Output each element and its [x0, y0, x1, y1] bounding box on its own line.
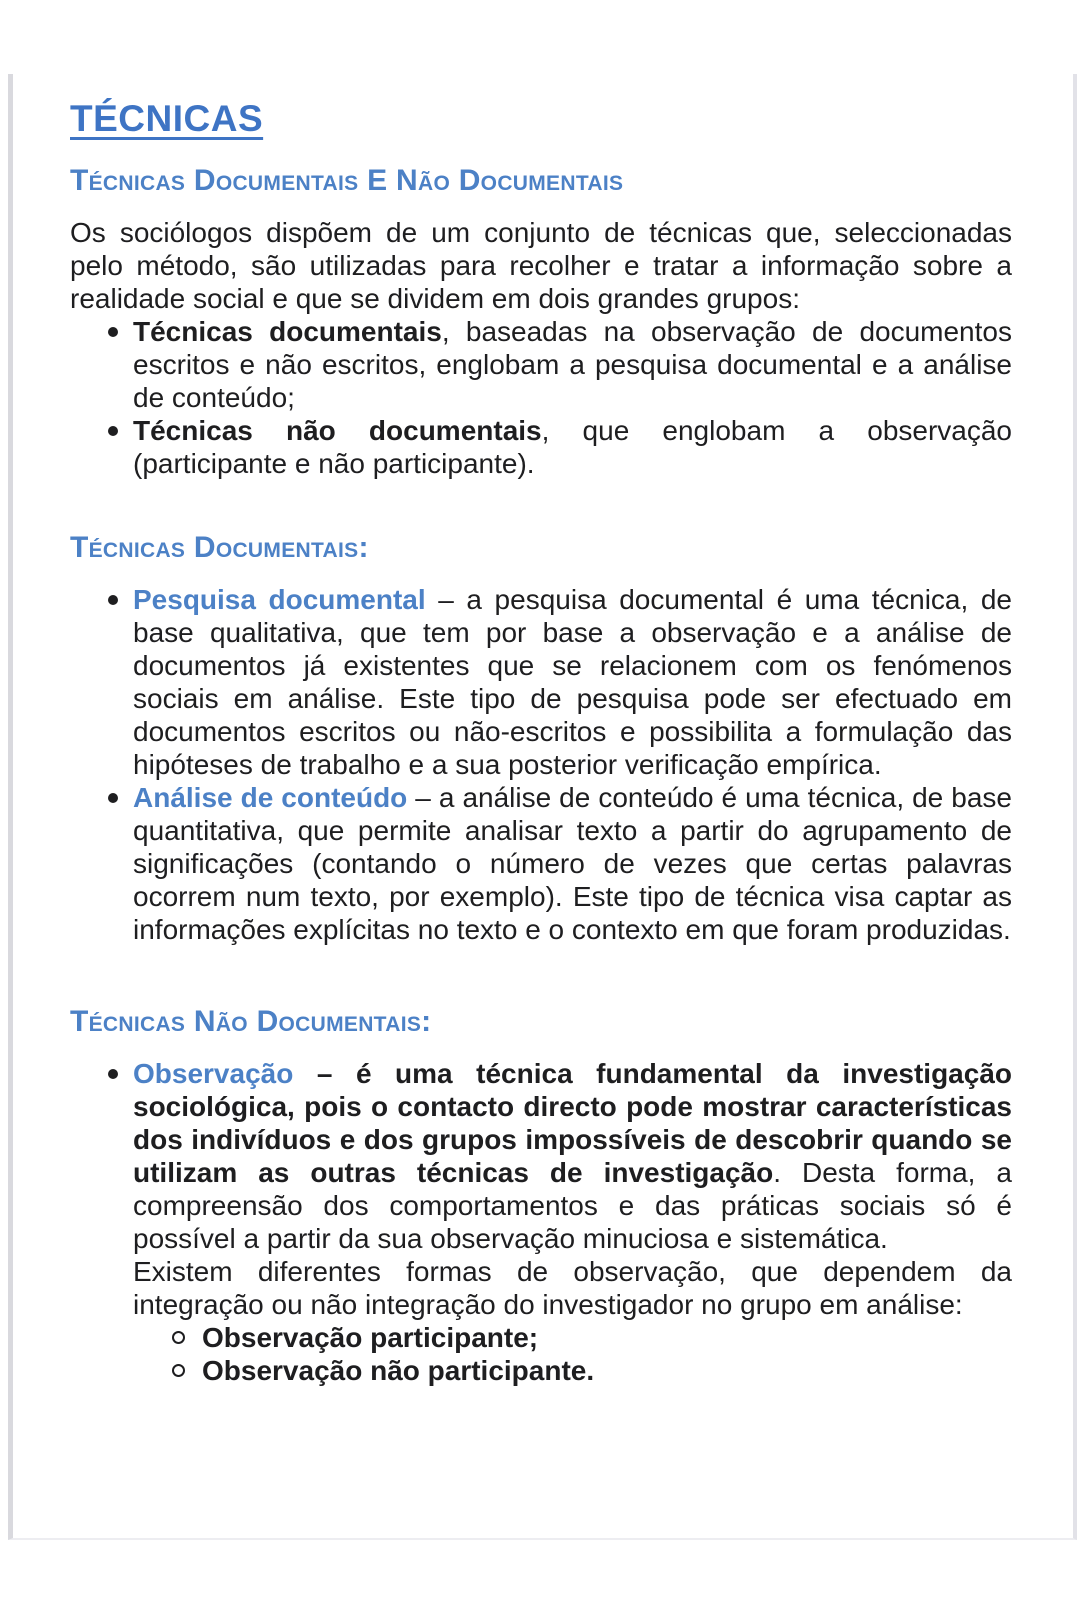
bullet-text: , que englobam a observação (participante e não participante).	[133, 415, 1013, 479]
bullet-bold-text: – é uma técnica fundamental da investigação sociológica, pois o contacto directo pode mostrar características dos indivíduos e dos grupos impossíveis de descobrir quando se utilizam as outras técnicas de investigação	[133, 1058, 1012, 1188]
sub-list-item: Observação participante;	[133, 1321, 1012, 1354]
bullet-term: Pesquisa documental	[133, 584, 426, 615]
section-tecnicas-documentais	[70, 530, 1012, 946]
list-item	[70, 583, 1012, 781]
section-heading: Técnicas Documentais:	[70, 531, 369, 564]
bullet-text: – a pesquisa documental é uma técnica, de base qualitativa, que tem por base a observação e a análise de documentos já existentes que se relacionem com os fenómenos sociais em análise. Este tipo de pesquisa pode ser efectuado em documentos escritos ou não-escritos e possibilita a formulação das hipóteses de trabalho e a sua posterior verificação empírica.	[133, 584, 1012, 780]
section-tecnicas-nao-documentais	[70, 1004, 1012, 1387]
section-documentais-e-nao-documentais	[70, 163, 1012, 480]
nao-documentais-bullet-list	[70, 1057, 1012, 1387]
bullet-text: , baseadas na observação de documentos escritos e não escritos, englobam a pesquisa documental e a análise de conteúdo;	[133, 316, 1012, 413]
list-item	[70, 781, 1012, 946]
documentais-bullet-list	[70, 583, 1012, 946]
document-page	[8, 74, 1077, 1540]
intro-paragraph: Os sociólogos dispõem de um conjunto de técnicas que, seleccionadas pelo método, são utilizadas para recolher e tratar a informação sobre a realidade social e que se dividem em dois grandes grupos:	[70, 217, 1012, 314]
observacao-paragraph: Existem diferentes formas de observação, que dependem da integração ou não integração do investigador no grupo em análise:	[133, 1256, 1012, 1320]
sub-list-item: Observação não participante.	[133, 1354, 1012, 1387]
page-title: TÉCNICAS	[70, 98, 264, 139]
bullet-term: Técnicas não documentais	[133, 415, 542, 446]
intro-bullet-list	[70, 315, 1012, 480]
bullet-term: Observação	[133, 1058, 294, 1089]
list-item	[70, 315, 1012, 414]
observacao-sub-list	[133, 1321, 1012, 1387]
bullet-term: Técnicas documentais	[133, 316, 442, 347]
section-heading: Técnicas Não Documentais:	[70, 1005, 432, 1038]
list-item	[70, 414, 1012, 480]
section-heading: Técnicas Documentais E Não Documentais	[70, 164, 624, 197]
bullet-term: Análise de conteúdo	[133, 782, 408, 813]
bullet-text: – a análise de conteúdo é uma técnica, de base quantitativa, que permite analisar texto a partir do agrupamento de significações (contando o número de vezes que certas palavras ocorrem num texto, por exemplo). Este tipo de técnica visa captar as informações explícitas no texto e o contexto em que foram produzidas.	[133, 782, 1012, 945]
list-item	[70, 1057, 1012, 1387]
bullet-text: . Desta forma, a compreensão dos comportamentos e das práticas sociais só é possível a partir da sua observação minuciosa e sistemática.	[133, 1157, 1013, 1254]
